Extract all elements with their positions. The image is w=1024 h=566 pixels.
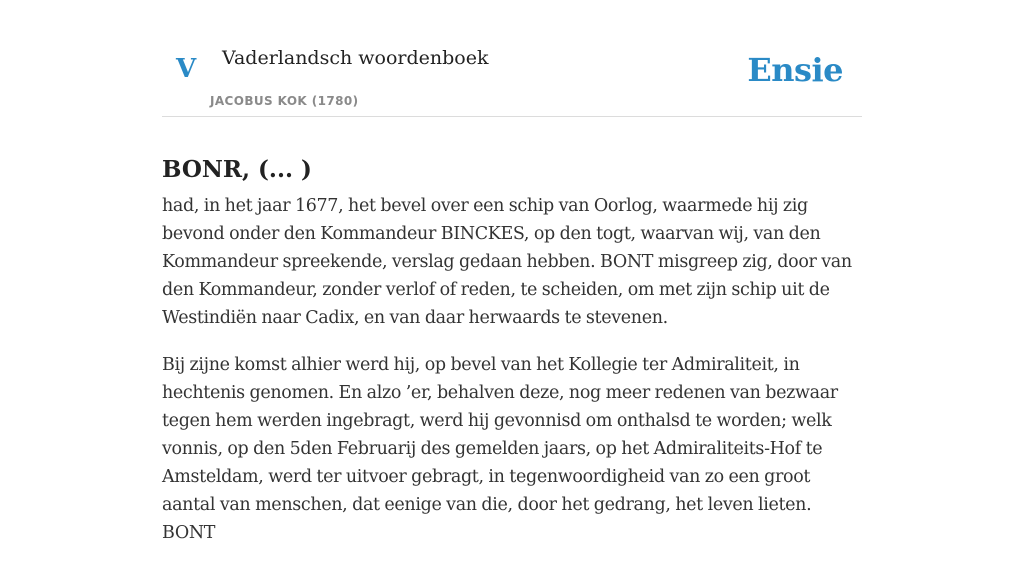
- book-letter-badge[interactable]: V: [176, 54, 197, 84]
- entry-paragraph: had, in het jaar 1677, het bevel over een schip van Oorlog, waarmede hij zig bevond onder den Kommandeur BINCKES, op den togt, waarvan wij, van den Kommandeur spreekende, verslag gedaan hebben. BONT misgreep zig, door van den Kommandeur, zonder verlof of reden, te scheiden, om met zijn schip uit de Westindiën naar Cadix, en van daar herwaards te stevenen.: [162, 196, 852, 328]
- page-container: [162, 0, 862, 543]
- book-author: JACOBUS KOK (1780): [210, 94, 359, 108]
- page-header: [162, 0, 862, 117]
- book-title-link[interactable]: Vaderlandsch woordenboek: [222, 47, 489, 69]
- entry-title: BONR, (... ): [162, 156, 312, 184]
- entry-body: [162, 192, 862, 566]
- entry-paragraph: Bij zijne komst alhier werd hij, op bevel van het Kollegie ter Admiraliteit, in hechtenis genomen. En alzo ’er, behalven deze, nog meer redenen van bezwaar tegen hem werden ingebragt, werd hij gevonnisd om onthalsd te worden; welk vonnis, op den 5den Februarij des gemelden jaars, op het Admiraliteits-Hof te Amsteldam, werd ter uitvoer gebragt, in tegenwoordigheid van zo een groot aantal van menschen, dat eenige van die, door het gedrang, het leven lieten. BONT: [162, 355, 838, 543]
- ensie-logo-link[interactable]: Ensie: [747, 51, 843, 89]
